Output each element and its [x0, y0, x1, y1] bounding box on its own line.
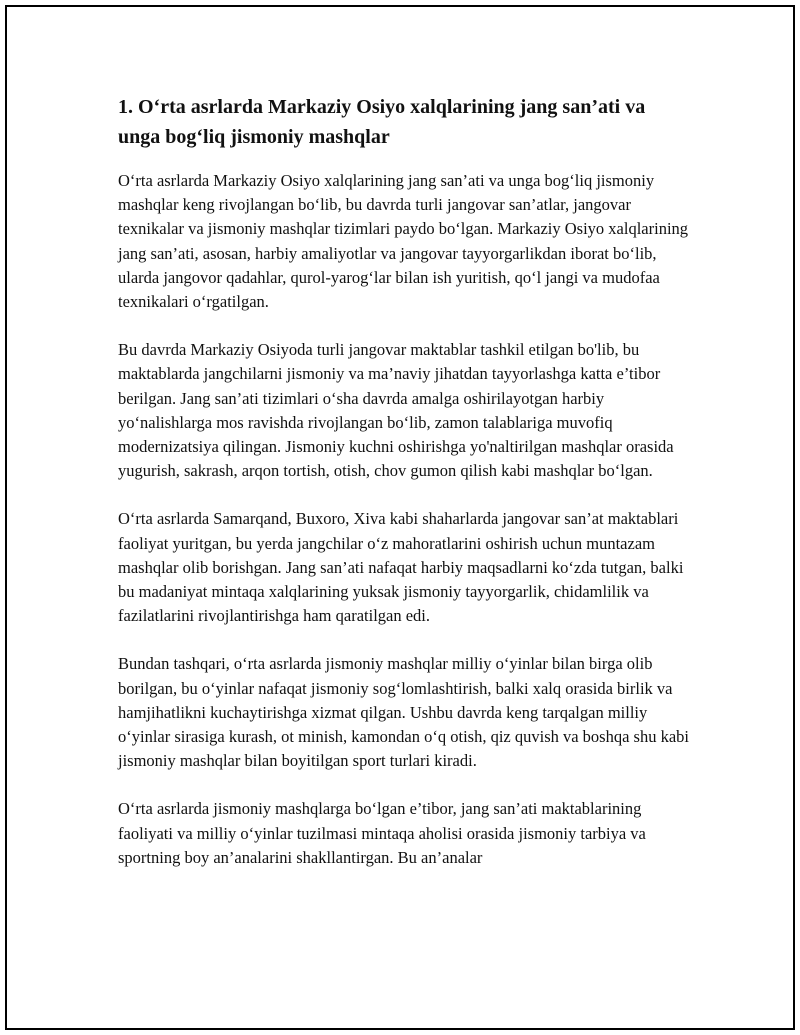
- document-body: [118, 92, 690, 894]
- section-heading: 1. O‘rta asrlarda Markaziy Osiyo xalqlarining jang san’ati va unga bog‘liq jismoniy mashqlar: [118, 96, 646, 148]
- paragraph-3: O‘rta asrlarda Samarqand, Buxoro, Xiva kabi shaharlarda jangovar san’at maktablari faoliyat yuritgan, bu yerda jangchilar o‘z mahoratlarini oshirish uchun muntazam mashqlar olib borishgan. Jang san’ati nafaqat harbiy maqsadlarni ko‘zda tutgan, balki bu madaniyat mintaqa xalqlarining yuksak jismoniy tayyorgarlik, chidamlilik va fazilatlarini rivojlantirishga ham qaratilgan edi.: [118, 509, 684, 626]
- paragraph-5: O‘rta asrlarda jismoniy mashqlarga bo‘lgan e’tibor, jang san’ati maktablarining faoliyati va milliy o‘yinlar tuzilmasi mintaqa aholisi orasida jismoniy tarbiya va sportning boy an’analarini shakllantirgan. Bu an’analar: [118, 799, 646, 867]
- paragraph-2: Bu davrda Markaziy Osiyoda turli jangovar maktablar tashkil etilgan bo'lib, bu maktablarda jangchilarni jismoniy va ma’naviy jihatdan tayyorlashga katta e’tibor berilgan. Jang san’ati tizimlari o‘sha davrda amalga oshirilayotgan harbiy yo‘nalishlarga mos ravishda rivojlangan bo‘lib, zamon talablariga muvofiq modernizatsiya qilingan. Jismoniy kuchni oshirishga yo'naltirilgan mashqlar orasida yugurish, sakrash, arqon tortish, otish, chov gumon qilish kabi mashqlar bo‘lgan.: [118, 340, 674, 481]
- paragraph-1: O‘rta asrlarda Markaziy Osiyo xalqlarining jang san’ati va unga bog‘liq jismoniy mashqlar keng rivojlangan bo‘lib, bu davrda turli jangovar san’atlar, jangovar texnikalar va jismoniy mashqlar tizimlari paydo bo‘lgan. Markaziy Osiyo xalqlarining jang san’ati, asosan, harbiy amaliyotlar va jangovar tayyorgarlikdan iborat bo‘lib, ularda jangovor qadahlar, qurol-yarog‘lar bilan ish yuritish, qo‘l jangi va mudofaa texnikalari o‘rgatilgan.: [118, 171, 689, 312]
- paragraph-4: Bundan tashqari, o‘rta asrlarda jismoniy mashqlar milliy o‘yinlar bilan birga olib borilgan, bu o‘yinlar nafaqat jismoniy sog‘lomlashtirish, balki xalq orasida birlik va hamjihatlikni kuchaytirishga xizmat qilgan. Ushbu davrda keng tarqalgan milliy o‘yinlar sirasiga kurash, ot minish, kamondan o‘q otish, qiz quvish va boshqa shu kabi jismoniy mashqlar bilan boyitilgan sport turlari kiradi.: [118, 654, 690, 771]
